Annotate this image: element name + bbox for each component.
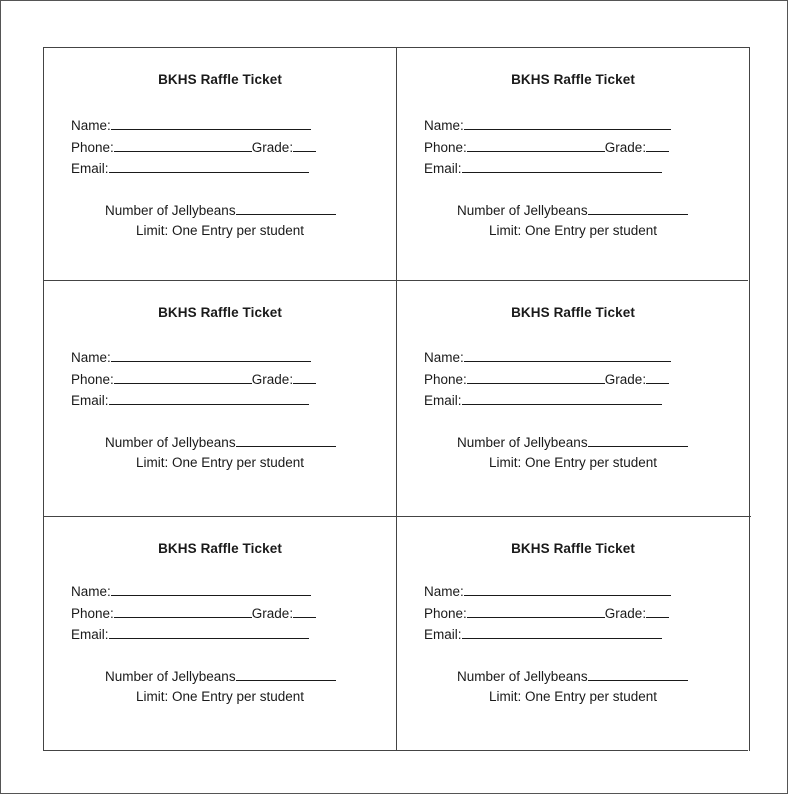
jellybeans-field (457, 667, 688, 683)
name-blank[interactable] (464, 582, 671, 596)
grade-label: Grade: (251, 140, 294, 155)
phone-blank[interactable] (467, 604, 605, 618)
name-field (424, 348, 671, 364)
name-blank[interactable] (464, 116, 671, 130)
grade-blank[interactable] (293, 138, 316, 152)
jellybeans-field (457, 201, 688, 217)
name-blank[interactable] (111, 116, 311, 130)
phone-blank[interactable] (467, 138, 605, 152)
phone-label: Phone: (71, 372, 114, 387)
jellybeans-blank[interactable] (588, 667, 688, 681)
phone-blank[interactable] (114, 138, 252, 152)
ticket-title: BKHS Raffle Ticket (511, 541, 635, 556)
name-label: Name: (71, 118, 111, 133)
email-label: Email: (71, 161, 109, 176)
email-field (424, 159, 662, 175)
grade-label: Grade: (604, 140, 647, 155)
name-blank[interactable] (111, 582, 311, 596)
email-blank[interactable] (462, 159, 662, 173)
jellybeans-blank[interactable] (588, 201, 688, 215)
limit-text: Limit: One Entry per student (135, 689, 305, 704)
jellybeans-blank[interactable] (236, 201, 336, 215)
jellybeans-blank[interactable] (236, 433, 336, 447)
phone-blank[interactable] (467, 370, 605, 384)
email-field (71, 625, 309, 641)
ticket-title: BKHS Raffle Ticket (158, 72, 282, 87)
email-label: Email: (71, 393, 109, 408)
email-blank[interactable] (109, 625, 309, 639)
grade-blank[interactable] (646, 370, 669, 384)
email-label: Email: (424, 393, 462, 408)
grade-label: Grade: (251, 372, 294, 387)
limit-text: Limit: One Entry per student (488, 455, 658, 470)
name-label: Name: (424, 350, 464, 365)
jellybeans-label: Number of Jellybeans (457, 203, 588, 218)
name-field (71, 116, 311, 132)
email-label: Email: (71, 627, 109, 642)
email-blank[interactable] (109, 159, 309, 173)
raffle-ticket-1 (44, 48, 396, 280)
limit-text: Limit: One Entry per student (135, 455, 305, 470)
name-blank[interactable] (111, 348, 311, 362)
email-field (71, 391, 309, 407)
jellybeans-field (105, 201, 336, 217)
ticket-title: BKHS Raffle Ticket (158, 305, 282, 320)
jellybeans-field (457, 433, 688, 449)
phone-blank[interactable] (114, 370, 252, 384)
phone-field (424, 370, 669, 386)
phone-field (71, 370, 316, 386)
phone-field (71, 604, 316, 620)
limit-text: Limit: One Entry per student (488, 689, 658, 704)
jellybeans-label: Number of Jellybeans (457, 669, 588, 684)
phone-label: Phone: (424, 140, 467, 155)
limit-text: Limit: One Entry per student (135, 223, 305, 238)
email-blank[interactable] (462, 391, 662, 405)
phone-field (424, 604, 669, 620)
grade-blank[interactable] (293, 370, 316, 384)
raffle-ticket-4 (397, 281, 749, 516)
name-blank[interactable] (464, 348, 671, 362)
phone-label: Phone: (424, 372, 467, 387)
raffle-ticket-5 (44, 517, 396, 750)
name-field (71, 582, 311, 598)
jellybeans-label: Number of Jellybeans (105, 669, 236, 684)
grade-blank[interactable] (293, 604, 316, 618)
ticket-title: BKHS Raffle Ticket (158, 541, 282, 556)
email-blank[interactable] (462, 625, 662, 639)
sheet-bottom-line (43, 750, 748, 751)
name-field (71, 348, 311, 364)
grade-label: Grade: (251, 606, 294, 621)
name-label: Name: (424, 118, 464, 133)
grade-blank[interactable] (646, 604, 669, 618)
name-label: Name: (71, 584, 111, 599)
phone-field (424, 138, 669, 154)
jellybeans-field (105, 667, 336, 683)
grade-blank[interactable] (646, 138, 669, 152)
jellybeans-blank[interactable] (588, 433, 688, 447)
email-field (424, 391, 662, 407)
raffle-ticket-6 (397, 517, 749, 750)
email-field (71, 159, 309, 175)
jellybeans-blank[interactable] (236, 667, 336, 681)
phone-label: Phone: (71, 606, 114, 621)
name-field (424, 116, 671, 132)
raffle-ticket-2 (397, 48, 749, 280)
email-label: Email: (424, 627, 462, 642)
jellybeans-label: Number of Jellybeans (105, 203, 236, 218)
email-field (424, 625, 662, 641)
phone-field (71, 138, 316, 154)
grade-label: Grade: (604, 372, 647, 387)
ticket-title: BKHS Raffle Ticket (511, 72, 635, 87)
jellybeans-field (105, 433, 336, 449)
grade-label: Grade: (604, 606, 647, 621)
name-label: Name: (424, 584, 464, 599)
email-blank[interactable] (109, 391, 309, 405)
phone-label: Phone: (71, 140, 114, 155)
phone-blank[interactable] (114, 604, 252, 618)
jellybeans-label: Number of Jellybeans (457, 435, 588, 450)
jellybeans-label: Number of Jellybeans (105, 435, 236, 450)
ticket-title: BKHS Raffle Ticket (511, 305, 635, 320)
name-label: Name: (71, 350, 111, 365)
email-label: Email: (424, 161, 462, 176)
name-field (424, 582, 671, 598)
limit-text: Limit: One Entry per student (488, 223, 658, 238)
phone-label: Phone: (424, 606, 467, 621)
raffle-ticket-3 (44, 281, 396, 516)
